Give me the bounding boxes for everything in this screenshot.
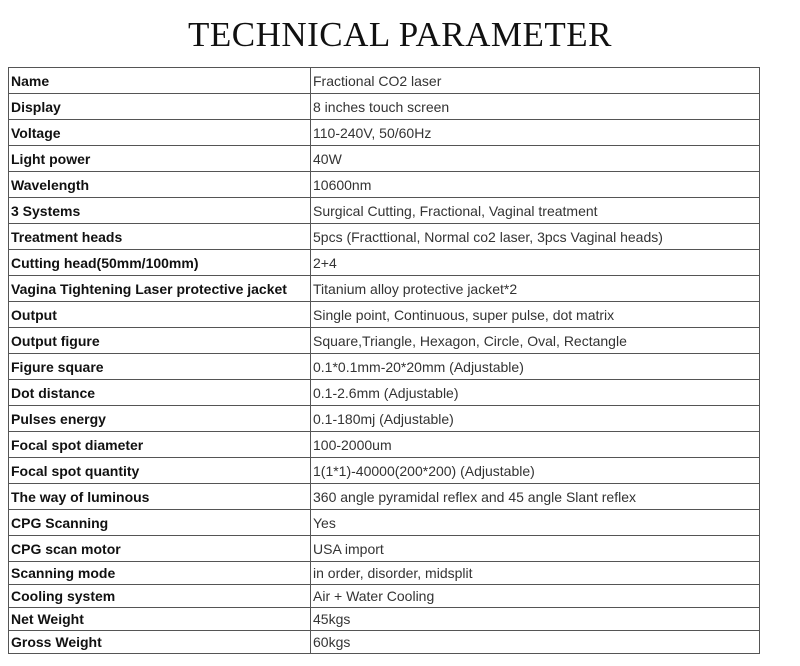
param-value-cell: 0.1-2.6mm (Adjustable) [311,380,760,406]
table-row-output-figure [9,328,760,354]
param-value-cell: 2+4 [311,250,760,276]
table-row-net-weight [9,608,760,631]
param-name-cell: Focal spot diameter [9,432,311,458]
table-row-wavelength [9,172,760,198]
param-value-cell: 0.1-180mj (Adjustable) [311,406,760,432]
param-name-cell: Wavelength [9,172,311,198]
param-name-cell: Vagina Tightening Laser protective jacket [9,276,311,302]
table-row-name [9,68,760,94]
table-row-output [9,302,760,328]
param-value-cell: 0.1*0.1mm-20*20mm (Adjustable) [311,354,760,380]
table-row-scanning-mode [9,562,760,585]
param-value-cell: Yes [311,510,760,536]
param-name-cell: Figure square [9,354,311,380]
param-value-cell: 10600nm [311,172,760,198]
table-row-luminous [9,484,760,510]
param-value-cell: 5pcs (Fracttional, Normal co2 laser, 3pcs Vaginal heads) [311,224,760,250]
param-name-cell: Scanning mode [9,562,311,585]
param-name-cell: CPG scan motor [9,536,311,562]
table-row-cooling-system [9,585,760,608]
param-value-cell: in order, disorder, midsplit [311,562,760,585]
param-value-cell: Single point, Continuous, super pulse, dot matrix [311,302,760,328]
param-value-cell: 1(1*1)-40000(200*200) (Adjustable) [311,458,760,484]
param-value-cell: Surgical Cutting, Fractional, Vaginal treatment [311,198,760,224]
param-value-cell: Air + Water Cooling [311,585,760,608]
param-value-cell: Square,Triangle, Hexagon, Circle, Oval, Rectangle [311,328,760,354]
table-row-focal-spot-quantity [9,458,760,484]
param-name-cell: Cooling system [9,585,311,608]
param-name-cell: Pulses energy [9,406,311,432]
param-name-cell: Cutting head(50mm/100mm) [9,250,311,276]
param-name-cell: Focal spot quantity [9,458,311,484]
table-row-systems [9,198,760,224]
param-value-cell: Titanium alloy protective jacket*2 [311,276,760,302]
param-value-cell: 8 inches touch screen [311,94,760,120]
table-row-treatment-heads [9,224,760,250]
param-name-cell: Light power [9,146,311,172]
param-name-cell: CPG Scanning [9,510,311,536]
parameter-table [8,67,760,654]
param-name-cell: Output [9,302,311,328]
param-name-cell: Output figure [9,328,311,354]
param-name-cell: Name [9,68,311,94]
param-value-cell: Fractional CO2 laser [311,68,760,94]
table-row-figure-square [9,354,760,380]
param-name-cell: 3 Systems [9,198,311,224]
table-row-light-power [9,146,760,172]
param-value-cell: 45kgs [311,608,760,631]
param-value-cell: 100-2000um [311,432,760,458]
table-row-focal-spot-diameter [9,432,760,458]
table-row-dot-distance [9,380,760,406]
page-title: TECHNICAL PARAMETER [187,15,612,54]
table-row-cutting-head [9,250,760,276]
param-value-cell: 360 angle pyramidal reflex and 45 angle Slant reflex [311,484,760,510]
param-value-cell: USA import [311,536,760,562]
param-value-cell: 40W [311,146,760,172]
table-row-voltage [9,120,760,146]
table-row-cpg-scanning [9,510,760,536]
table-row-display [9,94,760,120]
param-value-cell: 60kgs [311,631,760,654]
table-row-protective-jacket [9,276,760,302]
param-name-cell: Dot distance [9,380,311,406]
table-row-cpg-scan-motor [9,536,760,562]
table-row-pulses-energy [9,406,760,432]
table-row-gross-weight [9,631,760,654]
param-name-cell: Voltage [9,120,311,146]
param-name-cell: Display [9,94,311,120]
param-name-cell: The way of luminous [9,484,311,510]
param-value-cell: 110-240V, 50/60Hz [311,120,760,146]
param-name-cell: Net Weight [9,608,311,631]
param-name-cell: Treatment heads [9,224,311,250]
param-name-cell: Gross Weight [9,631,311,654]
